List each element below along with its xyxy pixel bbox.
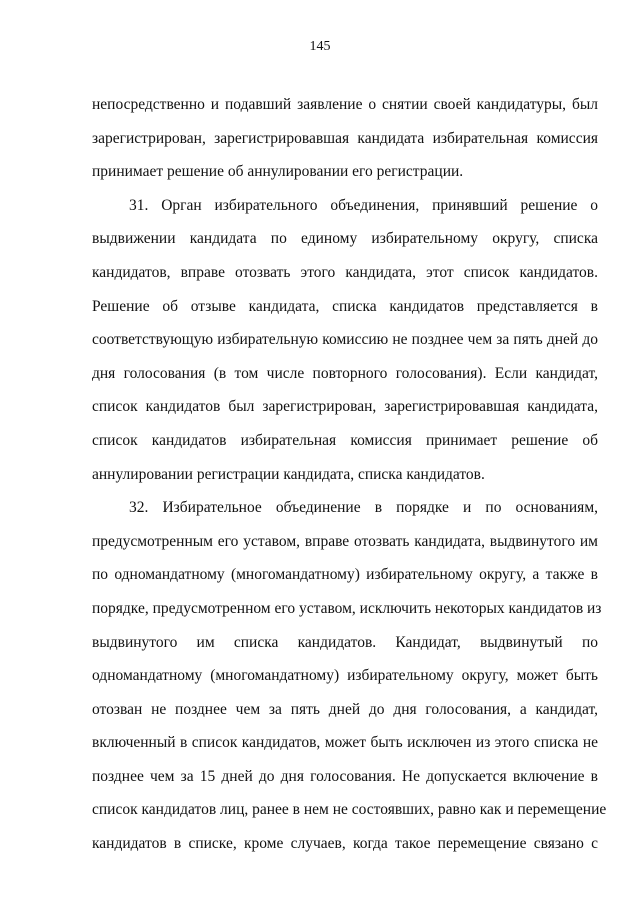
text-line: по одномандатному (многомандатному) избирательному округу, а также в: [92, 566, 598, 584]
text-line: порядке, предусмотренном его уставом, исключить некоторых кандидатов из: [92, 599, 602, 617]
text-line: принимает решение об аннулировании его регистрации.: [92, 163, 464, 181]
text-line: непосредственно и подавший заявление о снятии своей кандидатуры, был: [92, 96, 598, 113]
text-line: список кандидатов лиц, ранее в нем не состоявших, равно как и перемещение: [92, 801, 607, 819]
text-line: кандидатов, вправе отозвать этого кандидата, этот список кандидатов.: [92, 263, 598, 281]
text-line: 31. Орган избирательного объединения, принявший решение о: [129, 196, 598, 214]
text-line: отозван не позднее чем за пять дней до дня голосования, а кандидат,: [92, 700, 598, 718]
text-line: включенный в список кандидатов, может быть исключен из этого списка не: [92, 734, 598, 752]
text-line: Решение об отзыве кандидата, списка кандидатов представляется в: [92, 297, 598, 315]
text-line: позднее чем за 15 дней до дня голосования. Не допускается включение в: [92, 767, 598, 785]
page-number: 145: [309, 39, 331, 54]
text-line: дня голосования (в том числе повторного голосования). Если кандидат,: [92, 364, 598, 382]
text-line: соответствующую избирательную комиссию не позднее чем за пять дней до: [92, 331, 598, 349]
text-line: 32. Избирательное объединение в порядке и по основаниям,: [129, 499, 598, 517]
text-line: предусмотренным его уставом, вправе отозвать кандидата, выдвинутого им: [92, 532, 598, 550]
text-line: список кандидатов был зарегистрирован, зарегистрировавшая кандидата,: [92, 398, 598, 416]
document-body: [92, 88, 607, 861]
text-line: выдвинутого им списка кандидатов. Кандидат, выдвинутый по: [92, 633, 598, 651]
text-line: аннулировании регистрации кандидата, списка кандидатов.: [92, 465, 485, 483]
text-line: список кандидатов избирательная комиссия принимает решение об: [92, 431, 598, 449]
text-line: одномандатному (многомандатному) избирательному округу, может быть: [92, 667, 598, 685]
text-line: зарегистрирован, зарегистрировавшая кандидата избирательная комиссия: [92, 129, 598, 147]
text-line: выдвижении кандидата по единому избирательному округу, списка: [92, 230, 598, 248]
text-line: кандидатов в списке, кроме случаев, когда такое перемещение связано с: [92, 835, 598, 853]
